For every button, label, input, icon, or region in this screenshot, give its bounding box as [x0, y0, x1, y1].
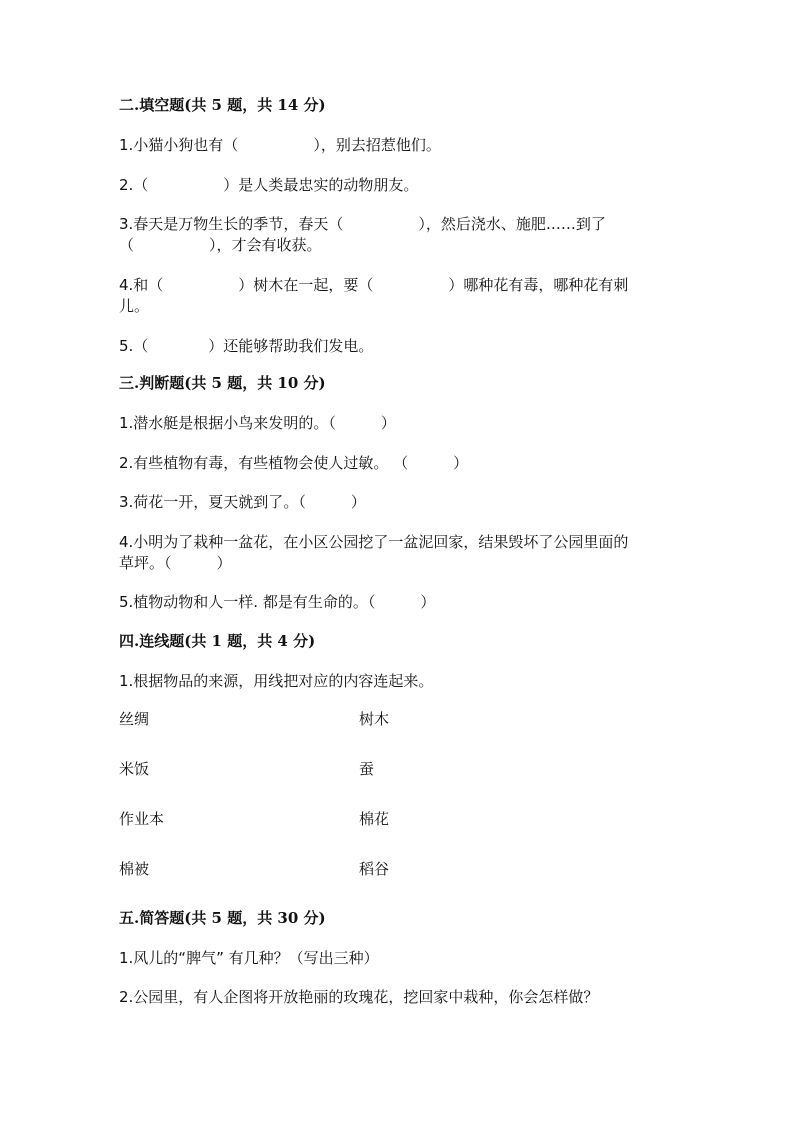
- matching-question-1: 1.根据物品的来源，用线把对应的内容连起来。: [119, 672, 434, 690]
- fill-question-2: 2.（ ）是人类最忠实的动物朋友。: [119, 176, 419, 194]
- short-answer-question-2: 2.公园里，有人企图将开放艳丽的玫瑰花，挖回家中栽种，你会怎样做？: [119, 988, 599, 1006]
- judge-question-4-line-2: 草坪。（ ）: [119, 554, 232, 572]
- fill-question-3-line-2: （ ），才会有收获。: [119, 236, 322, 254]
- matching-left-item: 丝绸: [119, 710, 150, 728]
- judge-question-5: 5.植物动物和人一样. 都是有生命的。（ ）: [119, 593, 436, 611]
- matching-right-item: 稻谷: [359, 860, 390, 878]
- fill-question-1: 1.小猫小狗也有（ ），别去招惹他们。: [119, 136, 441, 154]
- fill-question-4-line-1: 4.和（ ）树木在一起，要（ ）哪种花有毒，哪种花有刺: [119, 276, 629, 294]
- fill-question-5: 5.（ ）还能够帮助我们发电。: [119, 337, 374, 355]
- section-4-heading: 四.连线题(共 1 题，共 4 分): [119, 632, 316, 650]
- short-answer-question-1: 1.风儿的“脾气” 有几种？（写出三种）: [119, 949, 379, 967]
- judge-question-1: 1.潜水艇是根据小鸟来发明的。（ ）: [119, 414, 396, 432]
- matching-left-item: 米饭: [119, 760, 150, 778]
- section-3-heading: 三.判断题(共 5 题，共 10 分): [119, 374, 326, 392]
- section-2-heading: 二.填空题(共 5 题，共 14 分): [119, 96, 326, 114]
- fill-question-3-line-1: 3.春天是万物生长的季节，春天（ ），然后浇水、施肥……到了: [119, 215, 606, 233]
- judge-question-2: 2.有些植物有毒，有些植物会使人过敏。 （ ）: [119, 454, 469, 472]
- matching-right-item: 树木: [359, 710, 390, 728]
- section-5-heading: 五.简答题(共 5 题，共 30 分): [119, 909, 326, 927]
- judge-question-4-line-1: 4.小明为了栽种一盆花，在小区公园挖了一盆泥回家，结果毁坏了公园里面的: [119, 533, 629, 551]
- matching-right-item: 棉花: [359, 810, 390, 828]
- matching-left-item: 棉被: [119, 860, 150, 878]
- matching-right-item: 蚕: [359, 760, 375, 778]
- judge-question-3: 3.荷花一开，夏天就到了。（ ）: [119, 493, 366, 511]
- matching-left-item: 作业本: [119, 810, 165, 828]
- fill-question-4-line-2: 儿。: [119, 297, 150, 315]
